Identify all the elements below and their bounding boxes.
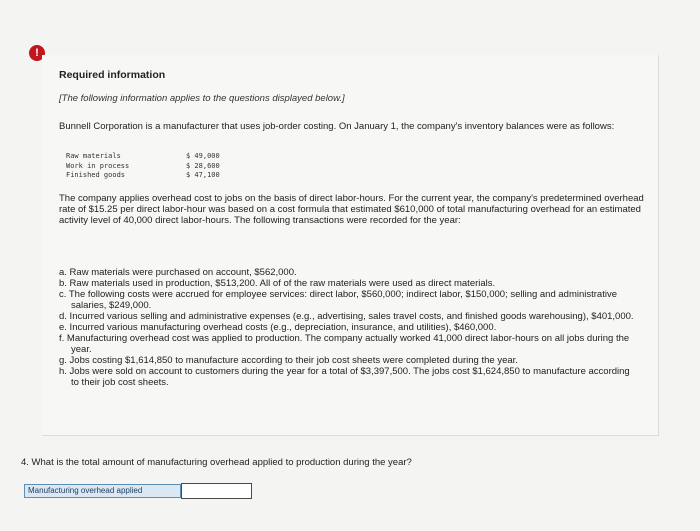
inventory-label: Raw materials: [66, 152, 121, 160]
inventory-label: Finished goods: [66, 171, 126, 179]
answer-label: Manufacturing overhead applied: [24, 484, 181, 498]
required-info-note: [The following information applies to the questions displayed below.]: [59, 93, 345, 104]
transaction-item: f. Manufacturing overhead cost was applied to production. The company actually worked 41,000 direct labor-hours on all jobs during the year.: [59, 333, 630, 355]
transaction-item: g. Jobs costing $1,614,850 to manufacture according to their job cost sheets were completed during the year.: [59, 355, 518, 366]
inventory-row: [66, 162, 246, 172]
transaction-item: h. Jobs were sold on account to customers during the year for a total of $3,397,500. The jobs cost $1,624,850 to manufacture according to their job cost sheets.: [59, 366, 630, 388]
transaction-item: c. The following costs were accrued for employee services: direct labor, $560,000; indirect labor, $150,000; selling and administrative salaries, $249,000.: [59, 289, 617, 311]
inventory-row: [66, 171, 246, 181]
intro-text: Bunnell Corporation is a manufacturer that uses job-order costing. On January 1, the company's inventory balances were as follows:: [59, 121, 615, 132]
transaction-item: e. Incurred various manufacturing overhead costs (e.g., depreciation, insurance, and utilities), $460,000.: [59, 322, 497, 333]
transaction-item: d. Incurred various selling and administrative expenses (e.g., advertising, sales travel costs, and finished goods warehousing), $401,000.: [59, 311, 634, 322]
required-info-title: Required information: [59, 69, 166, 81]
inventory-label: Work in process: [66, 161, 130, 170]
alert-icon: !: [29, 45, 45, 61]
overhead-paragraph: The company applies overhead cost to jobs on the basis of direct labor-hours. For the current year, the company's predetermined overhead rate of $15.25 per direct labor-hour was based on a cost formula that estimated $610,000 of total manufacturing overhead for an estimated activity level of 40,000 direct labor-hours. The following transactions were recorded for the year:: [59, 193, 644, 226]
inventory-value: $ 49,000: [186, 152, 220, 160]
answer-row: [24, 484, 252, 499]
transaction-item: b. Raw materials used in production, $513,200. All of of the raw materials were used as direct materials.: [59, 278, 496, 289]
transactions-list: [59, 267, 639, 388]
question-text: 4. What is the total amount of manufacturing overhead applied to production during the year?: [21, 457, 412, 468]
transaction-item: a. Raw materials were purchased on account, $562,000.: [59, 267, 297, 278]
inventory-value: $ 47,100: [186, 171, 220, 179]
inventory-row: [66, 152, 246, 162]
overhead-applied-input[interactable]: [181, 483, 252, 499]
inventory-table: [66, 152, 246, 181]
inventory-value: $ 28,600: [186, 161, 220, 170]
